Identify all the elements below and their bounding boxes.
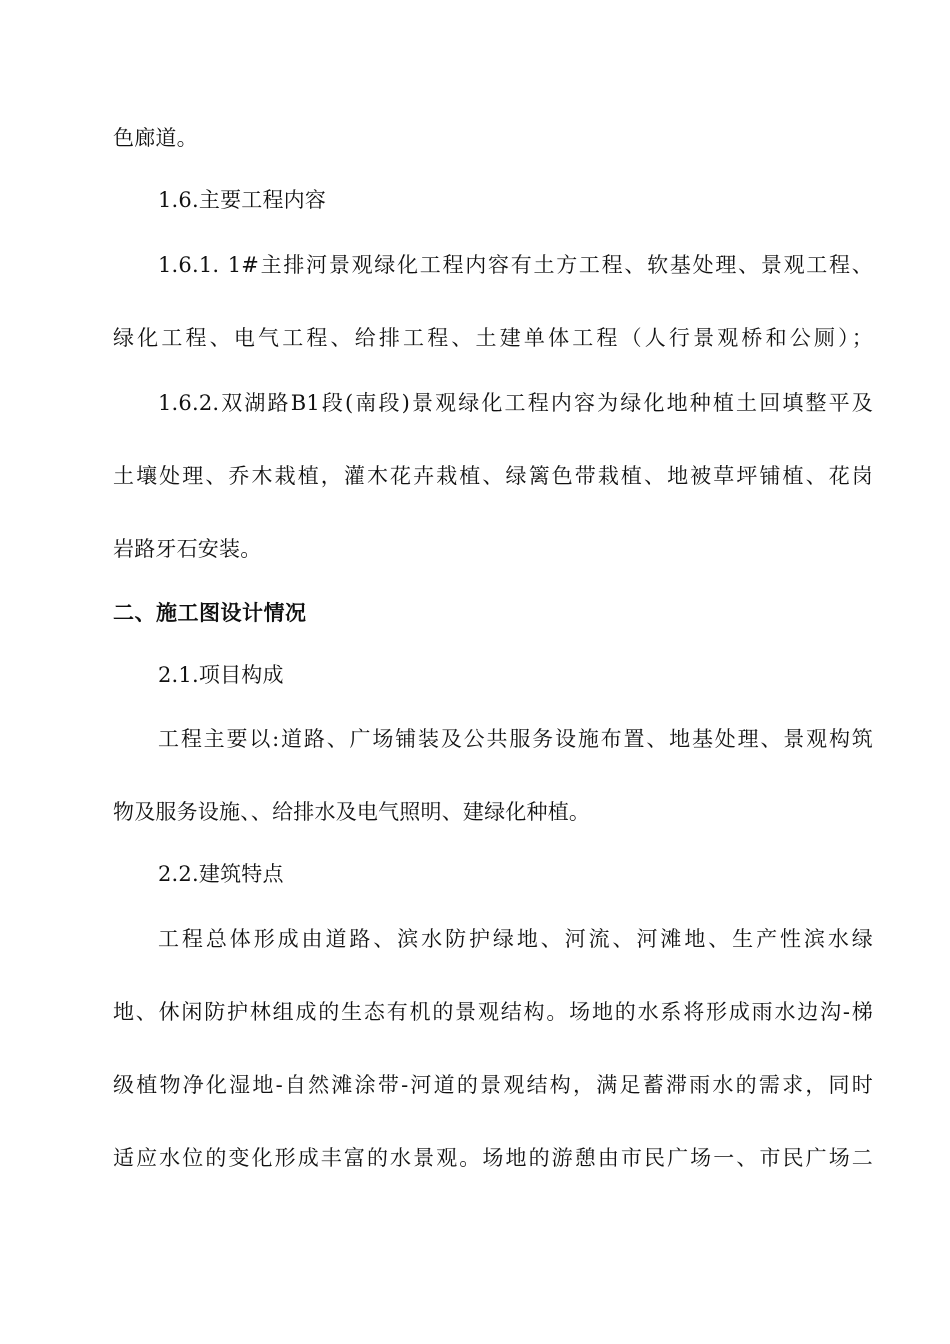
paragraph-2-2-line-4: 适应水位的变化形成丰富的水景观。场地的游憩由市民广场一、市民广场二 bbox=[113, 1146, 873, 1170]
paragraph-2-2-line-3: 级植物净化湿地-自然滩涂带-河道的景观结构，满足蓄滞雨水的需求，同时 bbox=[113, 1073, 873, 1097]
paragraph-1-6-1-line-2: 绿化工程、电气工程、给排工程、土建单体工程（人行景观桥和公厕）； bbox=[113, 326, 873, 350]
subsection-heading-2-2: 2.2.建筑特点 bbox=[158, 862, 284, 886]
subsection-heading-1-6: 1.6.主要工程内容 bbox=[158, 188, 327, 212]
subsection-heading-2-1: 2.1.项目构成 bbox=[158, 663, 284, 687]
paragraph-1-6-1-line-1: 1.6.1. 1#主排河景观绿化工程内容有土方工程、软基处理、景观工程、 bbox=[158, 253, 873, 277]
paragraph-2-2-line-1: 工程总体形成由道路、滨水防护绿地、河流、河滩地、生产性滨水绿 bbox=[158, 927, 873, 951]
paragraph-2-1-line-2: 物及服务设施、、给排水及电气照明、建绿化种植。 bbox=[113, 800, 591, 824]
paragraph-1-6-2-line-3: 岩路牙石安装。 bbox=[113, 537, 262, 561]
paragraph-1-6-2-line-2: 土壤处理、乔木栽植，灌木花卉栽植、绿篱色带栽植、地被草坪铺植、花岗 bbox=[113, 464, 873, 488]
paragraph-1-6-2-line-1: 1.6.2.双湖路B1段(南段)景观绿化工程内容为绿化地种植土回填整平及 bbox=[158, 391, 873, 415]
section-heading-2: 二、施工图设计情况 bbox=[113, 600, 307, 625]
text-line-continuation: 色廊道。 bbox=[113, 126, 198, 150]
paragraph-2-1-line-1: 工程主要以:道路、广场铺装及公共服务设施布置、地基处理、景观构筑 bbox=[158, 727, 873, 751]
paragraph-2-2-line-2: 地、休闲防护林组成的生态有机的景观结构。场地的水系将形成雨水边沟-梯 bbox=[113, 1000, 873, 1024]
